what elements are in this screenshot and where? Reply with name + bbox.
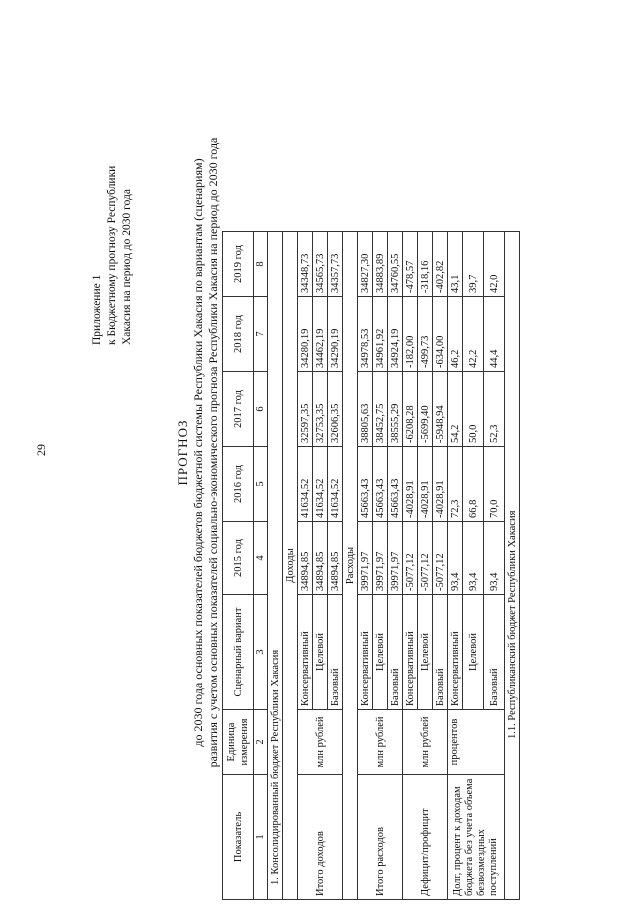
column-number-row [254, 232, 268, 900]
value-cell: -5699,40 [418, 372, 433, 447]
appendix-line: Приложение 1 [91, 274, 103, 345]
scenario-cell: Целевой [463, 595, 484, 710]
value-cell: -634,00 [433, 297, 448, 372]
value-cell: 34883,89 [373, 232, 388, 297]
value-cell: 34462,19 [313, 297, 328, 372]
header-cell: 2019 год [223, 232, 254, 297]
value-cell: 38452,75 [373, 372, 388, 447]
value-cell: 32597,35 [298, 372, 313, 447]
col-number: 2 [254, 710, 268, 775]
value-cell: 72,3 [448, 447, 463, 522]
value-cell: 34565,73 [313, 232, 328, 297]
value-cell: -402,82 [433, 232, 448, 297]
value-cell: 44,4 [484, 297, 505, 372]
value-cell: 34978,53 [358, 297, 373, 372]
col-number: 6 [254, 372, 268, 447]
value-cell: 34357,73 [328, 232, 343, 297]
unit-label: млн рублей [358, 710, 403, 775]
value-cell: 39971,97 [358, 522, 373, 595]
header-cell: 2016 год [223, 447, 254, 522]
header-cell: 2015 год [223, 522, 254, 595]
col-number: 1 [254, 775, 268, 900]
value-cell: 54,2 [448, 372, 463, 447]
subsection-row [283, 232, 298, 900]
value-cell: 50,0 [463, 372, 484, 447]
value-cell: 34894,85 [328, 522, 343, 595]
indicator-label: Итого расходов [358, 775, 403, 900]
scenario-cell: Базовый [328, 595, 343, 710]
value-cell: 34827,30 [358, 232, 373, 297]
header-cell: 2018 год [223, 297, 254, 372]
scenario-cell: Консервативный [298, 595, 313, 710]
section-row [505, 232, 520, 900]
value-cell: 39971,97 [388, 522, 403, 595]
value-cell: 43,1 [448, 232, 463, 297]
table-row [403, 232, 418, 900]
value-cell: -182,00 [403, 297, 418, 372]
unit-label: процентов [448, 710, 505, 775]
subsection-row [343, 232, 358, 900]
col-number: 4 [254, 522, 268, 595]
value-cell: 66,8 [463, 447, 484, 522]
section-title: 1.1. Республиканский бюджет Республики Хакасия [505, 232, 520, 900]
value-cell: 32606,35 [328, 372, 343, 447]
value-cell: 34924,19 [388, 297, 403, 372]
col-number: 3 [254, 595, 268, 710]
col-number: 7 [254, 297, 268, 372]
unit-label: млн рублей [403, 710, 448, 775]
value-cell: -5077,12 [418, 522, 433, 595]
value-cell: -5077,12 [403, 522, 418, 595]
header-cell: 2017 год [223, 372, 254, 447]
value-cell: -499,73 [418, 297, 433, 372]
value-cell: 52,3 [484, 372, 505, 447]
scenario-cell: Консервативный [403, 595, 418, 710]
doc-subtitle: до 2030 года основных показателей бюджетов бюджетной системы Республики Хакасия по вариантам (сценариям) [191, 158, 205, 747]
value-cell: -6208,28 [403, 372, 418, 447]
appendix-line: Хакасия на период до 2030 года [121, 189, 133, 345]
appendix-note [90, 85, 135, 345]
value-cell: 38805,63 [358, 372, 373, 447]
doc-title: ПРОГНОЗ [175, 419, 190, 486]
doc-subtitle: развития с учетом основных показателей социально-экономического прогноза Республики Хакасия на период до 2030 года [206, 137, 220, 768]
value-cell: 32753,35 [313, 372, 328, 447]
value-cell: -478,57 [403, 232, 418, 297]
header-cell: Сценарный вариант [223, 595, 254, 710]
value-cell: 46,2 [448, 297, 463, 372]
scenario-cell: Целевой [313, 595, 328, 710]
value-cell: -4028,91 [433, 447, 448, 522]
value-cell: 41634,52 [298, 447, 313, 522]
value-cell: -4028,91 [418, 447, 433, 522]
value-cell: 34961,92 [373, 297, 388, 372]
value-cell: 34760,55 [388, 232, 403, 297]
value-cell: -5077,12 [433, 522, 448, 595]
forecast-table [222, 231, 520, 900]
header-cell: Единица измерения [223, 710, 254, 775]
scenario-cell: Целевой [373, 595, 388, 710]
appendix-line: к Бюджетному прогнозу Республики [106, 165, 118, 345]
scenario-cell: Целевой [418, 595, 433, 710]
scenario-cell: Базовый [484, 595, 505, 710]
value-cell: 45663,43 [388, 447, 403, 522]
table-row [448, 232, 463, 900]
subsection-title: Доходы [283, 232, 298, 900]
value-cell: -5948,94 [433, 372, 448, 447]
value-cell: 39,7 [463, 232, 484, 297]
value-cell: 70,0 [484, 447, 505, 522]
unit-label: млн рублей [298, 710, 343, 775]
section-title: 1. Консолидированный бюджет Республики Хакасия [268, 232, 283, 900]
value-cell: 41634,52 [328, 447, 343, 522]
value-cell: -318,16 [418, 232, 433, 297]
value-cell: 45663,43 [358, 447, 373, 522]
subsection-title: Расходы [343, 232, 358, 900]
scenario-cell: Базовый [388, 595, 403, 710]
value-cell: 39971,97 [373, 522, 388, 595]
indicator-label: Дефицит/профицит [403, 775, 448, 900]
indicator-label: Долг, процент к доходам бюджета без учета объема безвозмездных поступлений [448, 775, 505, 900]
scenario-cell: Базовый [433, 595, 448, 710]
value-cell: 34290,19 [328, 297, 343, 372]
value-cell: 34280,19 [298, 297, 313, 372]
table-header-row [223, 232, 254, 900]
scenario-cell: Консервативный [448, 595, 463, 710]
col-number: 5 [254, 447, 268, 522]
table-row [298, 232, 313, 900]
value-cell: 42,2 [463, 297, 484, 372]
table-row [358, 232, 373, 900]
value-cell: 38555,29 [388, 372, 403, 447]
value-cell: 34894,85 [298, 522, 313, 595]
col-number: 8 [254, 232, 268, 297]
value-cell: 45663,43 [373, 447, 388, 522]
scenario-cell: Консервативный [358, 595, 373, 710]
indicator-label: Итого доходов [298, 775, 343, 900]
value-cell: 34894,85 [313, 522, 328, 595]
value-cell: 34348,73 [298, 232, 313, 297]
section-row [268, 232, 283, 900]
value-cell: 93,4 [484, 522, 505, 595]
value-cell: 41634,52 [313, 447, 328, 522]
page-number: 29 [34, 444, 48, 456]
header-cell: Показатель [223, 775, 254, 900]
value-cell: 93,4 [463, 522, 484, 595]
value-cell: 93,4 [448, 522, 463, 595]
value-cell: 42,0 [484, 232, 505, 297]
value-cell: -4028,91 [403, 447, 418, 522]
